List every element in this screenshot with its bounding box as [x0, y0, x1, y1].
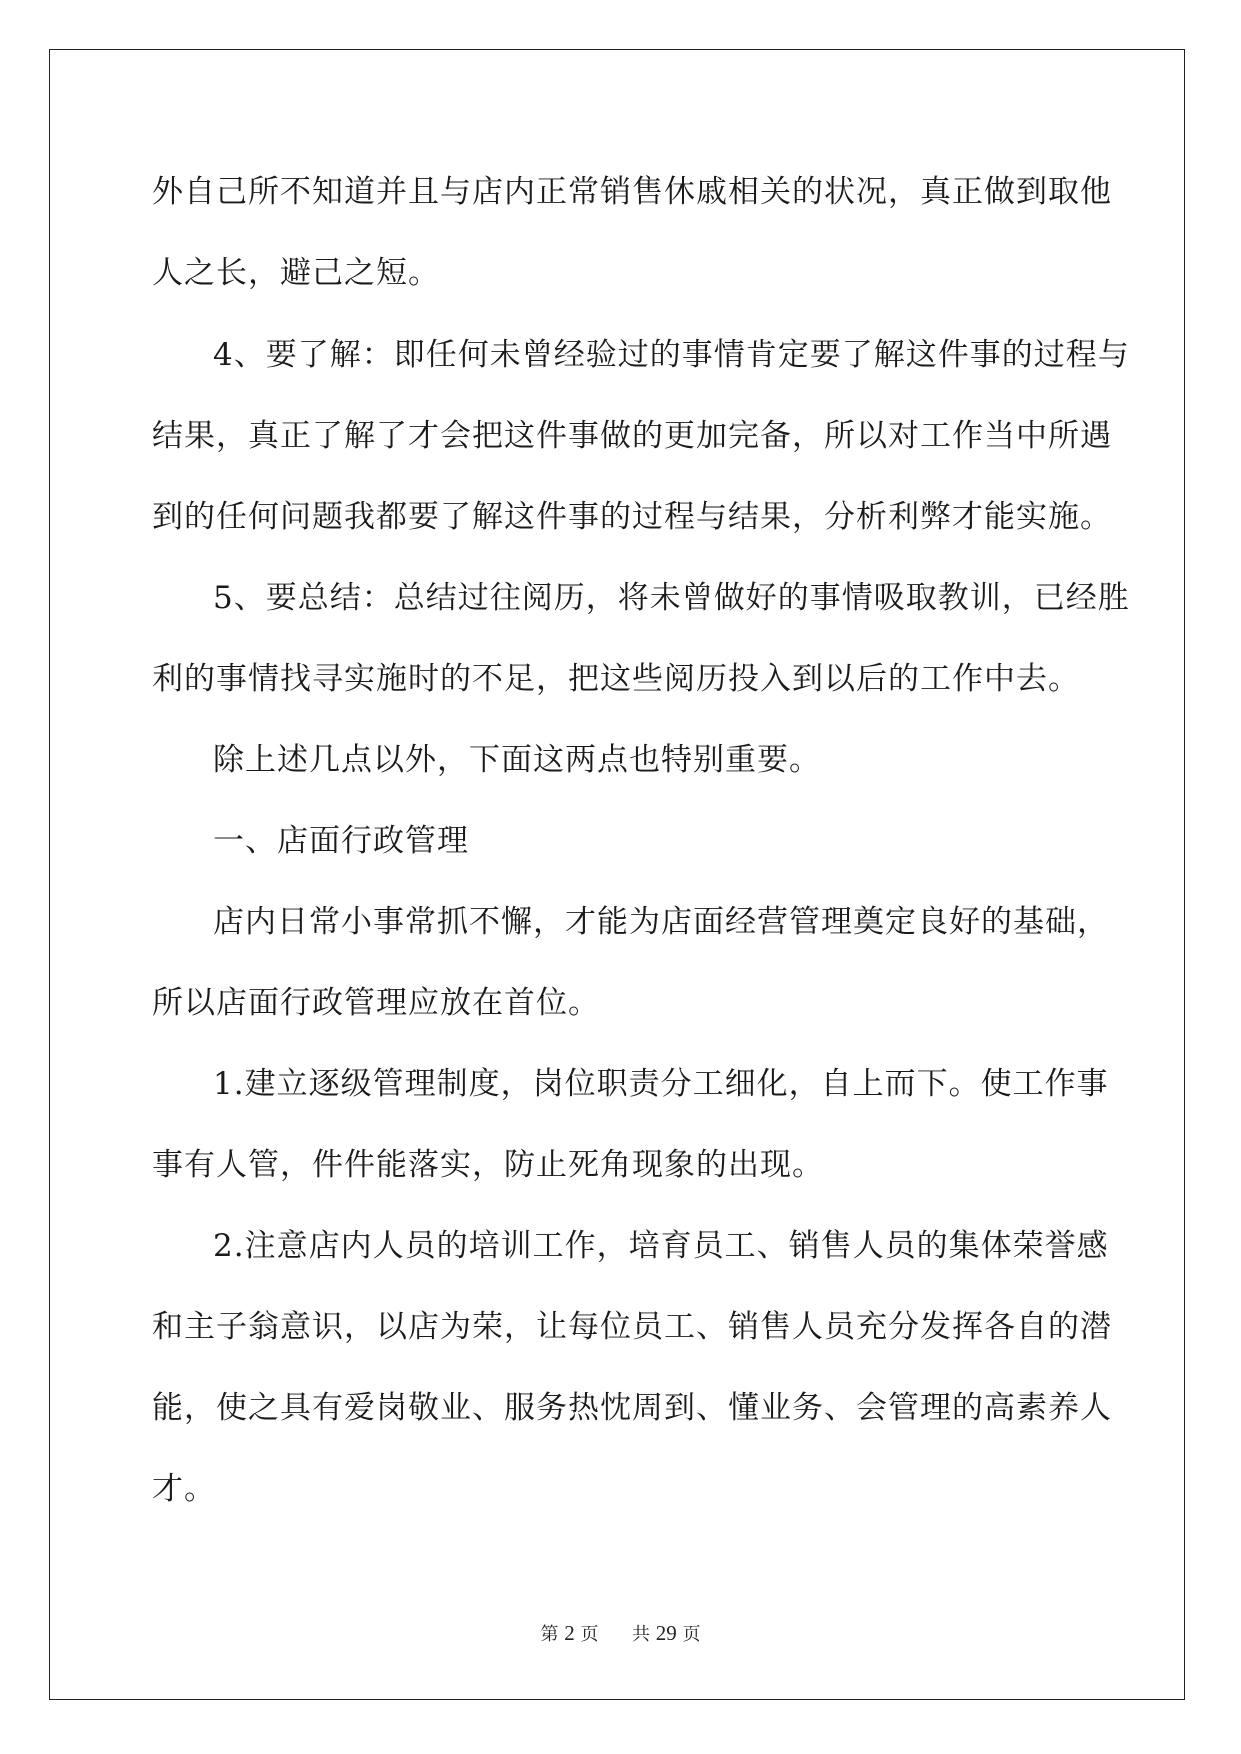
total-label-suffix: 页 [682, 1624, 701, 1645]
page-footer [0, 1622, 1241, 1646]
paragraph-line: 除上述几点以外，下面这两点也特别重要。 [213, 742, 821, 778]
page-number: 2 [564, 1621, 575, 1645]
text-line: 到的任何问题我都要了解这件事的过程与结果，分析利弊才能实施。 [152, 499, 1112, 535]
text-line: 结果，真正了解了才会把这件事做的更加完备，所以对工作当中所遇 [152, 418, 1112, 454]
paragraph-line: 店内日常小事常抓不懈，才能为店面经营管理奠定良好的基础， [213, 904, 1109, 940]
list-item-line: 2.注意店内人员的培训工作，培育员工、销售人员的集体荣誉感 [213, 1228, 1109, 1264]
text-line: 利的事情找寻实施时的不足，把这些阅历投入到以后的工作中去。 [152, 661, 1080, 697]
text-line: 人之长，避己之短。 [152, 255, 440, 291]
text-line: 能，使之具有爱岗敬业、服务热忱周到、懂业务、会管理的高素养人 [152, 1390, 1112, 1426]
text-line: 和主子翁意识，以店为荣，让每位员工、销售人员充分发挥各自的潜 [152, 1309, 1112, 1345]
total-pages: 29 [655, 1621, 677, 1645]
text-line: 所以店面行政管理应放在首位。 [152, 985, 600, 1021]
paragraph-line: 5、要总结：总结过往阅历，将未曾做好的事情吸取教训，已经胜 [213, 580, 1130, 616]
page-label-prefix: 第 [540, 1624, 559, 1645]
page-label-suffix: 页 [580, 1624, 599, 1645]
text-line: 事有人管，件件能落实，防止死角现象的出现。 [152, 1147, 824, 1183]
text-line: 外自己所不知道并且与店内正常销售休戚相关的状况，真正做到取他 [152, 174, 1112, 210]
list-item-line: 1.建立逐级管理制度，岗位职责分工细化，自上而下。使工作事 [213, 1066, 1109, 1102]
text-line: 才。 [152, 1471, 216, 1507]
section-heading: 一、店面行政管理 [213, 823, 469, 859]
total-label-prefix: 共 [631, 1624, 650, 1645]
paragraph-line: 4、要了解：即任何未曾经验过的事情肯定要了解这件事的过程与 [213, 337, 1130, 373]
page-border [49, 49, 1185, 1700]
